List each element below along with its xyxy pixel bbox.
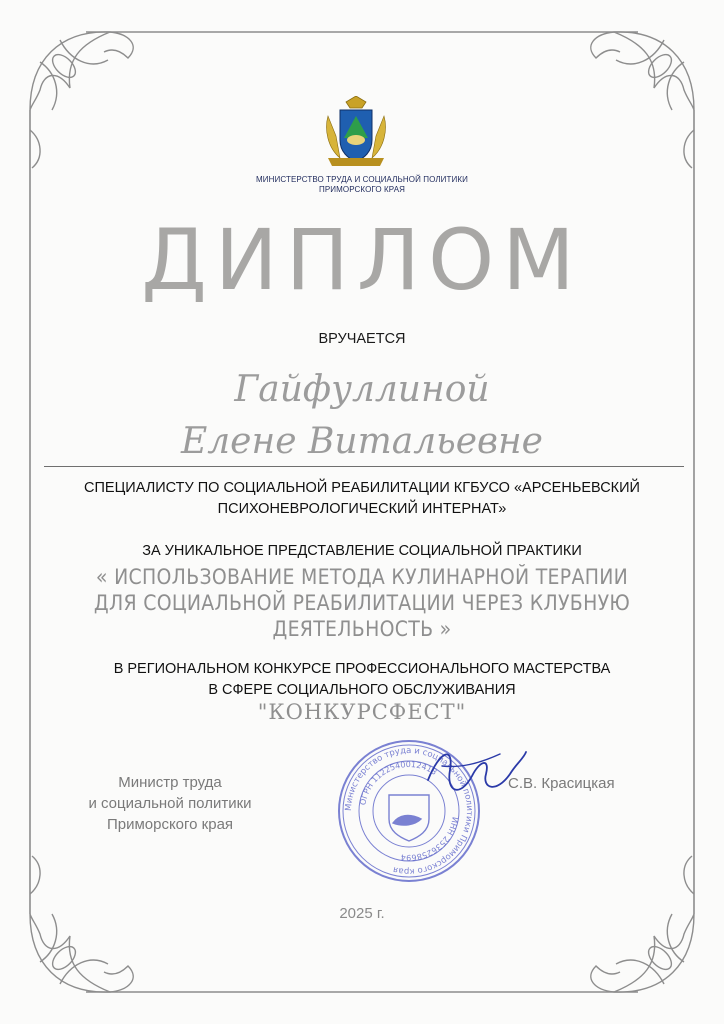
ministry-line-2: ПРИМОРСКОГО КРАЯ [318, 185, 406, 194]
stamp-inn: ИНН 2536258694 [400, 816, 460, 863]
corner-ornament-bottom-right [591, 856, 694, 992]
issue-year: 2025 г. [339, 905, 385, 922]
position-line-2: ПСИХОНЕВРОЛОГИЧЕСКИЙ ИНТЕРНАТ» [217, 501, 507, 517]
practice-line-2: ДЛЯ СОЦИАЛЬНОЙ РЕАБИЛИТАЦИИ ЧЕРЕЗ КЛУБНУЮ [93, 591, 631, 615]
corner-ornament-bottom-left [30, 856, 133, 992]
practice-line-3: ДЕЯТЕЛЬНОСТЬ » [272, 617, 452, 641]
ministry-header [212, 175, 512, 195]
contest-name: "КОНКУРСФЕСТ" [257, 700, 467, 724]
recipient-position [30, 478, 694, 520]
presented-label: ВРУЧАЕТСЯ [318, 331, 406, 347]
stamp-text: Министерство труда и социальной политики Приморского края [343, 745, 475, 877]
signer-title [40, 772, 300, 835]
contest-line-1: В РЕГИОНАЛЬНОМ КОНКУРСЕ ПРОФЕССИОНАЛЬНОГО МАСТЕРСТВА [113, 661, 611, 677]
signer-title-line-2: и социальной политики [88, 795, 252, 812]
signer-title-line-3: Приморского края [106, 816, 234, 833]
practice-title [30, 564, 694, 642]
diploma-title: ДИПЛОМ [141, 211, 583, 309]
stamp-ogrn: ОГРН 1122540012418 [358, 759, 439, 806]
recipient-surname: Гайфуллиной [234, 369, 490, 410]
signer-name: С.В. Красицкая [508, 775, 615, 792]
recipient-underline [44, 466, 684, 467]
practice-line-1: « ИСПОЛЬЗОВАНИЕ МЕТОДА КУЛИНАРНОЙ ТЕРАПИИ [95, 565, 629, 589]
ministry-line-1: МИНИСТЕРСТВО ТРУДА И СОЦИАЛЬНОЙ ПОЛИТИКИ [256, 175, 468, 184]
corner-ornament-top-left [30, 32, 133, 168]
signer-title-line-1: Министр труда [118, 774, 222, 791]
award-reason: ЗА УНИКАЛЬНОЕ ПРЕДСТАВЛЕНИЕ СОЦИАЛЬНОЙ ПРАКТИКИ [142, 543, 582, 559]
contest-line-2: В СФЕРЕ СОЦИАЛЬНОГО ОБСЛУЖИВАНИЯ [208, 682, 516, 698]
contest-description [30, 659, 694, 701]
recipient-given-names: Елене Витальевне [180, 421, 543, 462]
position-line-1: СПЕЦИАЛИСТУ ПО СОЦИАЛЬНОЙ РЕАБИЛИТАЦИИ КГБУСО «АРСЕНЬЕВСКИЙ [84, 480, 640, 496]
coat-of-arms-icon [322, 96, 390, 168]
corner-ornament-top-right [591, 32, 694, 168]
